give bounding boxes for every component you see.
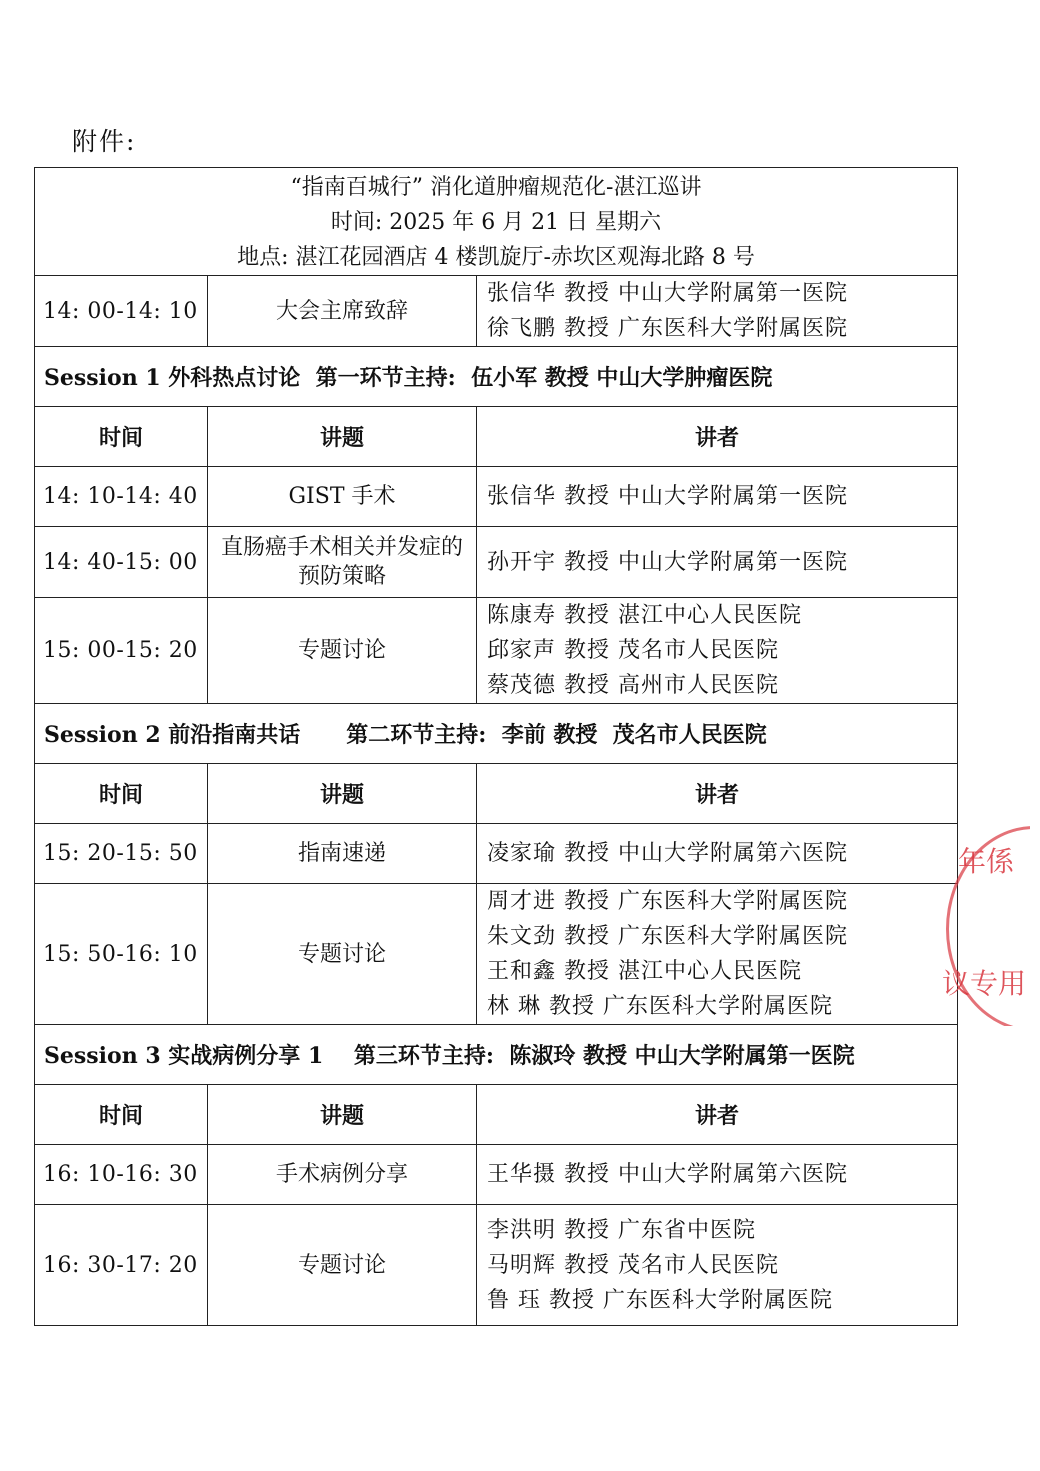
speaker: 王和鑫 教授 湛江中心人民医院	[487, 959, 802, 984]
speaker: 张信华 教授 中山大学附属第一医院	[487, 484, 848, 509]
row-speakers	[477, 1145, 958, 1205]
row-speakers	[477, 527, 958, 598]
opening-time: 14: 00-14: 10	[35, 276, 208, 347]
session-2-title	[35, 704, 958, 764]
event-date: 时间: 2025 年 6 月 21 日 星期六	[330, 210, 662, 235]
seal-text-bottom: 议专用	[942, 967, 1027, 1000]
col-topic-header: 讲题	[208, 1085, 477, 1145]
row-topic: 专题讨论	[208, 1205, 477, 1326]
col-topic-header: 讲题	[208, 764, 477, 824]
row-topic: GIST 手术	[208, 467, 477, 527]
row-topic: 专题讨论	[208, 598, 477, 704]
col-speaker-header: 讲者	[477, 764, 958, 824]
col-time-header: 时间	[35, 1085, 208, 1145]
row-time: 16: 10-16: 30	[35, 1145, 208, 1205]
column-header-row	[35, 1085, 958, 1145]
speaker: 马明辉 教授 茂名市人民医院	[487, 1252, 779, 1278]
speaker: 周才进 教授 广东医科大学附属医院	[487, 889, 848, 914]
table-row	[35, 527, 958, 598]
row-topic: 指南速递	[208, 824, 477, 884]
row-topic: 直肠癌手术相关并发症的预防策略	[208, 527, 477, 598]
speaker: 孙开宇 教授 中山大学附属第一医院	[487, 549, 848, 575]
col-time-header: 时间	[35, 407, 208, 467]
session-title-row	[35, 704, 958, 764]
event-header	[35, 168, 958, 276]
speaker: 徐飞鹏 教授 广东医科大学附属医院	[487, 316, 848, 341]
col-time-header: 时间	[35, 764, 208, 824]
table-row	[35, 1205, 958, 1326]
session-2-title-text: Session 2 前沿指南共话 第二环节主持: 李前 教授 茂名市人民医院	[44, 722, 767, 748]
schedule-table	[34, 167, 958, 1326]
row-speakers	[477, 824, 958, 884]
table-row	[35, 884, 958, 1025]
row-time: 16: 30-17: 20	[35, 1205, 208, 1326]
speaker: 凌家瑜 教授 中山大学附属第六医院	[487, 841, 848, 866]
seal-ring	[946, 826, 1030, 1026]
speaker: 鲁 珏 教授 广东医科大学附属医院	[487, 1287, 833, 1313]
speaker: 李洪明 教授 广东省中医院	[487, 1217, 756, 1243]
row-time: 15: 00-15: 20	[35, 598, 208, 704]
opening-row	[35, 276, 958, 347]
session-title-row	[35, 1025, 958, 1085]
speaker: 邱家声 教授 茂名市人民医院	[487, 638, 779, 663]
attachment-label: 附件:	[72, 127, 137, 156]
session-1-title	[35, 347, 958, 407]
opening-topic: 大会主席致辞	[208, 276, 477, 347]
row-speakers	[477, 884, 958, 1025]
session-1-title-text: Session 1 外科热点讨论 第一环节主持: 伍小军 教授 中山大学肿瘤医院	[44, 365, 773, 391]
table-row	[35, 467, 958, 527]
session-3-title-text: Session 3 实战病例分享 1 第三环节主持: 陈淑玲 教授 中山大学附属第一医院	[44, 1043, 855, 1069]
speaker: 朱文劲 教授 广东医科大学附属医院	[487, 924, 848, 949]
speaker: 林 琳 教授 广东医科大学附属医院	[487, 994, 833, 1019]
speaker: 张信华 教授 中山大学附属第一医院	[487, 281, 848, 306]
speaker: 蔡茂德 教授 高州市人民医院	[487, 673, 779, 698]
event-title: “指南百城行” 消化道肿瘤规范化-湛江巡讲	[290, 175, 702, 200]
col-speaker-header: 讲者	[477, 407, 958, 467]
opening-speakers	[477, 276, 958, 347]
seal-text-top: 年係	[958, 845, 1015, 878]
row-time: 14: 40-15: 00	[35, 527, 208, 598]
col-topic-header: 讲题	[208, 407, 477, 467]
row-time: 14: 10-14: 40	[35, 467, 208, 527]
row-time: 15: 20-15: 50	[35, 824, 208, 884]
row-topic: 手术病例分享	[208, 1145, 477, 1205]
column-header-row	[35, 407, 958, 467]
table-row	[35, 598, 958, 704]
row-speakers	[477, 1205, 958, 1326]
table-row	[35, 1145, 958, 1205]
row-topic: 专题讨论	[208, 884, 477, 1025]
column-header-row	[35, 764, 958, 824]
event-venue: 地点: 湛江花园酒店 4 楼凯旋厅-赤坎区观海北路 8 号	[237, 245, 755, 270]
row-speakers	[477, 467, 958, 527]
col-speaker-header: 讲者	[477, 1085, 958, 1145]
row-speakers	[477, 598, 958, 704]
session-title-row	[35, 347, 958, 407]
speaker: 陈康寿 教授 湛江中心人民医院	[487, 603, 802, 628]
table-row	[35, 824, 958, 884]
speaker: 王华摄 教授 中山大学附属第六医院	[487, 1162, 848, 1187]
session-3-title	[35, 1025, 958, 1085]
row-time: 15: 50-16: 10	[35, 884, 208, 1025]
header-row	[35, 168, 958, 276]
